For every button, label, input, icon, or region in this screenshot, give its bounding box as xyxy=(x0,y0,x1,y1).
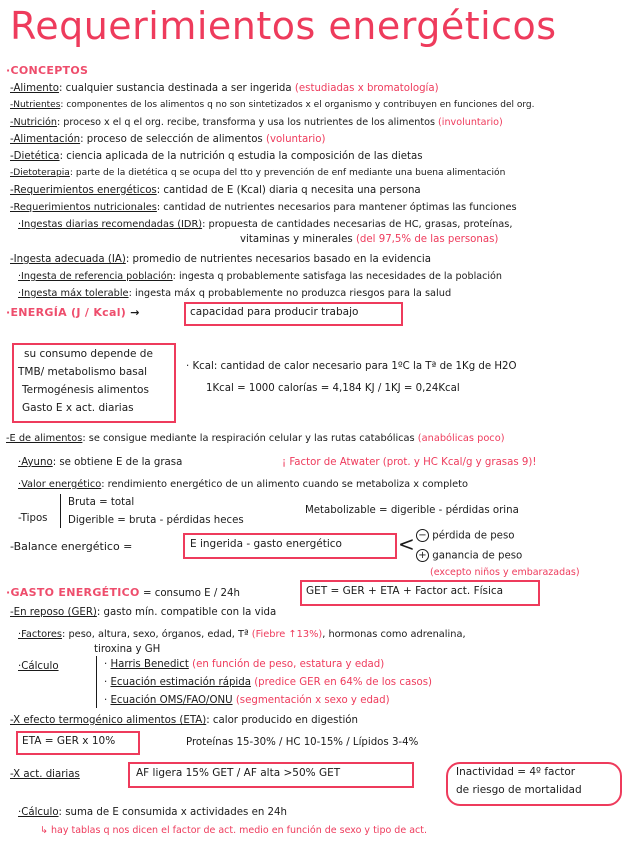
concept-def: : proceso de selección de alimentos xyxy=(80,134,263,145)
concept-def: : ingesta máx q probablemente no produzca riesgos para la salud xyxy=(128,288,452,299)
concept-def: : proceso x el q el org. recibe, transforma y usa los nutrientes de los alimentos xyxy=(56,117,435,128)
concept-note: (del 97,5% de las personas) xyxy=(355,234,499,245)
factores-rest2: tiroxina y GH xyxy=(94,644,161,655)
gasto-line xyxy=(6,586,240,600)
valor-term: ·Valor energético xyxy=(18,479,102,490)
ganancia-line xyxy=(416,549,522,563)
calculo2-line xyxy=(18,806,287,819)
calc-item-name: Ecuación estimación rápida xyxy=(110,677,251,688)
kcal-equivalence: 1Kcal = 1000 calorías = 4,184 KJ / 1KJ = 0,24Kcal xyxy=(206,383,460,394)
concept-line xyxy=(10,184,421,197)
concept-note: (estudiadas x bromatología) xyxy=(294,83,439,94)
consumo-line: su consumo depende de xyxy=(24,348,153,360)
concept-line xyxy=(10,133,325,146)
concept-def: : cantidad de nutrientes necesarios para mantener óptimas las funciones xyxy=(156,202,517,213)
tablas-note: ↳ hay tablas q nos dicen el factor de act. medio en función de sexo y tipo de act. xyxy=(40,825,427,836)
concept-line xyxy=(18,270,502,283)
e-alimentos-term: -E de alimentos xyxy=(6,433,83,444)
calculo2-term: ·Cálculo xyxy=(18,807,59,818)
act-term: -X act. diarias xyxy=(10,769,80,780)
ayuno-line xyxy=(18,456,182,469)
calc-item: · Ecuación OMS/FAO/ONU (segmentación x sexo y edad) xyxy=(104,695,390,706)
concept-line xyxy=(10,82,439,95)
calculo-term: ·Cálculo xyxy=(18,661,59,672)
plus-icon: + xyxy=(416,549,429,562)
concept-def: : parte de la dietética q se ocupa del tto y prevención de enf mediante una buena alimentación xyxy=(69,168,506,178)
valor-line xyxy=(18,478,468,491)
concept-line xyxy=(10,99,534,112)
concept-term: -Dietética xyxy=(10,151,60,162)
concept-line xyxy=(18,218,513,231)
concept-note: (involuntario) xyxy=(438,117,503,128)
excepto-note: (excepto niños y embarazadas) xyxy=(430,567,580,578)
ganancia-text: ganancia de peso xyxy=(432,550,523,562)
arrow-icon: → xyxy=(130,306,140,319)
factores-term: ·Factores xyxy=(18,629,63,640)
concept-term: -Requerimientos nutricionales xyxy=(10,202,157,213)
concept-def: : componentes de los alimentos q no son sintetizados x el organismo y contribuyen en funciones del org. xyxy=(60,100,535,110)
reposo-line xyxy=(10,606,276,619)
macros-line: Proteínas 15-30% / HC 10-15% / Lípidos 3-4% xyxy=(186,737,419,748)
concept-term: ·Ingesta máx tolerable xyxy=(18,288,129,299)
calculo-label xyxy=(18,660,59,673)
perdida-text: pérdida de peso xyxy=(432,530,515,542)
consumo-line: TMB/ metabolismo basal xyxy=(18,366,148,378)
concept-line xyxy=(18,287,451,300)
concept-line xyxy=(240,233,498,246)
e-alimentos-def: : se consigue mediante la respiración celular y las rutas catabólicas xyxy=(82,433,415,444)
tipo-digerible: Digerible = bruta - pérdidas heces xyxy=(68,515,244,526)
section-conceptos-heading: ·CONCEPTOS xyxy=(6,64,89,77)
e-alimentos-line xyxy=(6,432,505,445)
concept-term: -Alimentación xyxy=(10,134,81,145)
calc-item-note: (segmentación x sexo y edad) xyxy=(235,695,390,706)
consumo-line: Termogénesis alimentos xyxy=(22,384,149,396)
balance-label: -Balance energético = xyxy=(10,540,133,553)
calculo2-def: : suma de E consumida x actividades en 24h xyxy=(58,807,287,818)
valor-def: : rendimiento energético de un alimento cuando se metaboliza x completo xyxy=(101,479,468,490)
factores-line xyxy=(18,628,466,641)
reposo-def: : gasto mín. compatible con la vida xyxy=(96,607,277,618)
eta-formula: ETA = GER x 10% xyxy=(22,735,116,747)
tipos-brace xyxy=(60,494,61,528)
calc-item: · Ecuación estimación rápida (predice GER en 64% de los casos) xyxy=(104,677,433,688)
concept-term: -Ingesta adecuada (IA) xyxy=(10,254,126,265)
capacidad-text: capacidad para producir trabajo xyxy=(190,306,359,318)
concept-line xyxy=(10,167,505,180)
calc-item-name: Ecuación OMS/FAO/ONU xyxy=(110,695,233,706)
concept-term: -Nutrición xyxy=(10,117,57,128)
concept-line xyxy=(10,116,503,129)
gasto-heading-def: = consumo E / 24h xyxy=(142,588,240,599)
concept-term: ·Ingesta de referencia población xyxy=(18,271,173,282)
factores-rest: , hormonas como adrenalina, xyxy=(322,629,466,640)
get-formula: GET = GER + ETA + Factor act. Física xyxy=(306,585,504,597)
concept-line xyxy=(10,201,517,214)
gasto-heading: ·GASTO ENERGÉTICO xyxy=(6,586,140,599)
calc-item-name: Harris Benedict xyxy=(110,659,189,670)
fiebre-note: (Fiebre ↑13%) xyxy=(251,629,323,640)
factores-def: : peso, altura, sexo, órganos, edad, Tª xyxy=(62,629,249,640)
act-text: AF ligera 15% GET / AF alta >50% GET xyxy=(136,767,341,779)
concept-note: (voluntario) xyxy=(266,134,326,145)
ayuno-term: ·Ayuno xyxy=(18,457,53,468)
perdida-line xyxy=(416,529,515,543)
concept-term: -Requerimientos energéticos xyxy=(10,185,157,196)
energia-heading-text: ·ENERGÍA (J / Kcal) xyxy=(6,306,127,319)
concept-def: : ciencia aplicada de la nutrición q estudia la composición de las dietas xyxy=(59,151,423,162)
concept-term: -Dietoterapia xyxy=(10,168,70,178)
act-label xyxy=(10,768,80,781)
concept-def: : propuesta de cantidades necesarias de HC, grasas, proteínas, xyxy=(202,219,513,230)
calc-item-note: (predice GER en 64% de los casos) xyxy=(254,677,433,688)
concept-def: : promedio de nutrientes necesarios basado en la evidencia xyxy=(125,254,431,265)
concept-term: ·Ingestas diarias recomendadas (IDR) xyxy=(18,219,203,230)
kcal-definition: · Kcal: cantidad de calor necesario para 1ºC la Tª de 1Kg de H2O xyxy=(186,361,517,372)
concept-def: vitaminas y minerales xyxy=(240,234,353,245)
calc-item: · Harris Benedict (en función de peso, estatura y edad) xyxy=(104,659,385,670)
eta-def: : calor producido en digestión xyxy=(206,715,358,726)
minus-icon: − xyxy=(416,529,429,542)
calc-item-note: (en función de peso, estatura y edad) xyxy=(192,659,385,670)
concept-term: -Alimento xyxy=(10,83,59,94)
tipo-bruta: Bruta = total xyxy=(68,497,135,508)
concept-def: : ingesta q probablemente satisfaga las necesidades de la población xyxy=(172,271,503,282)
section-energia-heading xyxy=(6,306,140,319)
concept-line xyxy=(10,150,423,163)
concept-term: -Nutrientes xyxy=(10,100,61,110)
reposo-term: -En reposo (GER) xyxy=(10,607,97,618)
e-alimentos-note: (anabólicas poco) xyxy=(417,433,505,444)
balance-text: E ingerida - gasto energético xyxy=(190,538,342,550)
eta-line xyxy=(10,714,358,727)
page-title: Requerimientos energéticos xyxy=(10,4,557,48)
tipos-label: -Tipos xyxy=(18,513,48,524)
eta-term: -X efecto termogénico alimentos (ETA) xyxy=(10,715,207,726)
concept-line xyxy=(10,253,431,266)
calculo-brace xyxy=(96,656,97,708)
tipo-metabolizable: Metabolizable = digerible - pérdidas orina xyxy=(305,505,519,516)
atwater-note: ¡ Factor de Atwater (prot. y HC Kcal/g y grasas 9)! xyxy=(282,457,537,468)
balance-brace: < xyxy=(398,532,415,556)
ayuno-def: : se obtiene E de la grasa xyxy=(52,457,183,468)
concept-def: : cantidad de E (Kcal) diaria q necesita una persona xyxy=(156,185,421,196)
inactividad-line: Inactividad = 4º factor xyxy=(456,766,576,778)
inactividad-line: de riesgo de mortalidad xyxy=(456,784,582,796)
concept-def: : cualquier sustancia destinada a ser ingerida xyxy=(58,83,292,94)
consumo-line: Gasto E x act. diarias xyxy=(22,402,134,414)
